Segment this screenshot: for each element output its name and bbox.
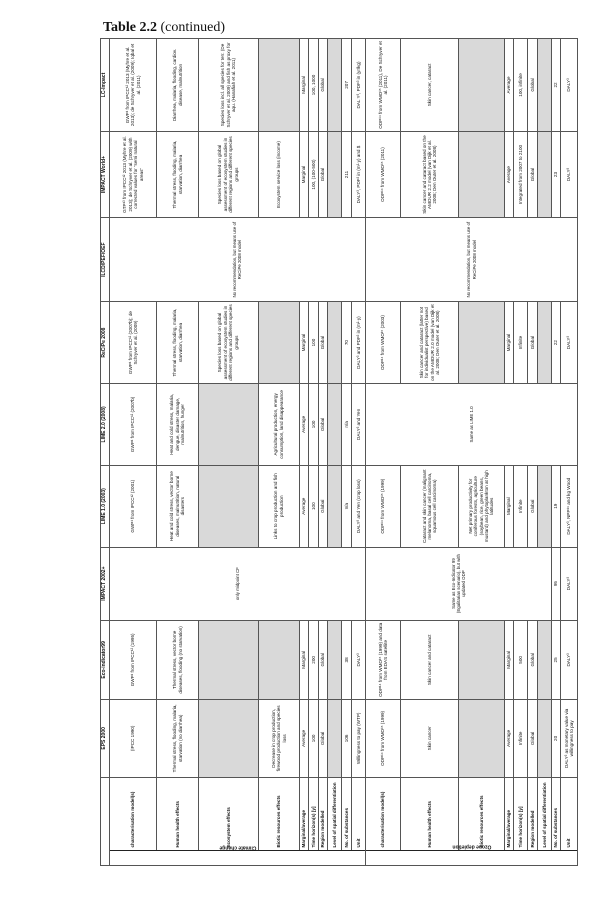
table-cell: 500 — [513, 620, 527, 700]
table-cell: 207 — [342, 39, 351, 132]
table-cell: GTP¹³ from IPCC¹² 2013 (Myhre et al. 2013); de Schryver et al. (2009) with corrected values for "semi natural areas" — [109, 131, 157, 217]
table-row — [366, 39, 401, 866]
table-cell: Marginal — [300, 620, 309, 700]
table-cell: GWP¹ from IPCC¹² (1995) — [109, 620, 157, 700]
table-cell — [327, 383, 341, 465]
table-cell: DALY³ — [351, 620, 365, 700]
table-cell: 23 — [552, 131, 561, 217]
table-caption — [103, 20, 225, 36]
group-label — [109, 844, 365, 865]
table-cell: ODP¹⁴ from WMO¹⁵ (1999) — [366, 465, 401, 547]
table-cell — [327, 131, 341, 217]
table-row — [258, 39, 299, 866]
table-cell: Thermal stress, vector borne diseases, flooding (no starvation) — [157, 620, 198, 700]
table-cell: 100 — [309, 383, 318, 465]
column-header: LIME 1.0 (2003) — [101, 465, 110, 547]
table-cell: (IPCC 1990) — [109, 700, 157, 777]
table-cell: 19 — [552, 465, 561, 547]
table-cell: DALY³ and Yen (crop loss) — [351, 465, 365, 547]
table-cell: Heat and cold stress, vector borne diseases, malnutrition, natural disasters — [157, 465, 198, 547]
table-cell: Global — [318, 131, 327, 217]
table-cell — [258, 302, 299, 384]
table-cell: GWP¹ from IPCC¹² (2007b); de Schryver et al. (2009) — [109, 302, 157, 384]
row-category: Marginal/average — [504, 777, 513, 850]
row-category: Marginal/average — [300, 777, 309, 850]
table-cell: Marginal — [504, 620, 513, 700]
row-category: Unit — [561, 777, 578, 850]
table-cell: Marginal — [300, 302, 309, 384]
table-cell: Infinite — [513, 700, 527, 777]
table-cell: Global — [318, 465, 327, 547]
table-cell: Global — [318, 383, 327, 465]
table-cell: ODP¹⁴ from WMO¹⁵ (2011) — [366, 131, 401, 217]
row-category: Region modelled — [318, 777, 327, 850]
row-category: Time horizon(s) [y] — [513, 777, 527, 850]
table-cell: GWP¹ from IPCC¹² (2001) — [109, 465, 157, 547]
table-cell — [327, 39, 341, 132]
table-row — [342, 39, 351, 866]
table-cell: Average — [300, 700, 309, 777]
column-header: Eco-indicator99 — [101, 620, 110, 700]
table-cell — [459, 700, 504, 777]
table-cell: Global — [528, 131, 537, 217]
table-cell: DALY³, NPP¹⁶ and kg Wood — [561, 465, 578, 547]
merged-note-cell: No recommendation, but means use of ReCiPe 2008 model — [366, 218, 578, 302]
column-header: IMPACT World+ — [101, 131, 110, 217]
table-cell: ODP¹⁴ from WMO¹⁵ (1999) and data from EDAS satellite — [366, 620, 401, 700]
table-cell: ODP¹⁴ from WMO¹⁵ (2011), De Schryver et al. (2011) — [366, 39, 401, 132]
caption-continued: (continued) — [160, 20, 225, 35]
table-cell: Global — [318, 620, 327, 700]
table-row — [309, 39, 318, 866]
column-header: ILCD/PEF/OEF — [101, 218, 110, 302]
column-header: ReCiPe 2008 — [101, 302, 110, 384]
table-cell — [327, 620, 341, 700]
table-cell — [537, 131, 551, 217]
table-cell: DALY³ and Yen — [351, 383, 365, 465]
table-cell — [198, 465, 258, 547]
group-label-text: Ozone depletion — [452, 843, 491, 850]
table-body — [109, 39, 577, 866]
table-row — [327, 39, 341, 866]
table-cell: Willingness to pay (WTP) — [351, 700, 365, 777]
table-cell: Global — [528, 700, 537, 777]
column-header: EPS 2000 — [101, 700, 110, 777]
row-category: characterisation model(s) — [109, 777, 157, 850]
header-row — [101, 39, 110, 866]
table-cell: 106 — [342, 700, 351, 777]
table-cell: Integrated from 2007 to 2100 — [513, 131, 527, 217]
merged-note-cell: No recommendation, but means use of ReCiPe 2008 model — [109, 218, 365, 302]
table-cell — [537, 465, 551, 547]
table-cell: 200 — [309, 620, 318, 700]
column-header: IMPACT 2002+ — [101, 547, 110, 620]
table-cell: Diarrhea, malaria, flooding, cardiov. disease, malnutrition — [157, 39, 198, 132]
table-cell: Marginal — [300, 131, 309, 217]
table-cell — [327, 465, 341, 547]
table-cell: 100 — [309, 700, 318, 777]
column-header: LIME 2.0 (2008) — [101, 383, 110, 465]
row-category: No. of substances — [342, 777, 351, 850]
table-cell: n/a — [342, 465, 351, 547]
merged-note-cell: only midpoint CF — [109, 547, 365, 620]
table-cell: 25 — [552, 620, 561, 700]
row-category: Region modelled — [528, 777, 537, 850]
table-cell: Cataract and skin cancer (malignant melanoma, basal cell carcinoma, squamous cell carcinoma) — [401, 465, 459, 547]
row-category: Level of spatial differentiation — [537, 777, 551, 850]
table-cell: DALY³ — [561, 302, 578, 384]
column-header: LC-Impact — [101, 39, 110, 132]
row-category: Human health effects — [401, 777, 459, 850]
table-cell — [198, 383, 258, 465]
row-category: Time horizon(s) [y] — [309, 777, 318, 850]
table-cell: Decrease in crop production, firewood production and species loss — [258, 700, 299, 777]
column-header — [101, 777, 110, 865]
table-cell — [537, 700, 551, 777]
table-cell: DALY³ and PDF³ in (m²·y) — [351, 302, 365, 384]
table-cell — [198, 620, 258, 700]
table-cell: 211 — [342, 131, 351, 217]
table-cell: Skin cancer and cataract based on the AMOUR 2.2 model (van Dijk et al. 2008; Den Outer et al. 2008) — [401, 131, 459, 217]
row-category: No. of substances — [552, 777, 561, 850]
table-cell — [537, 620, 551, 700]
table-cell: Species loss based on global assessment of ecosystem studies in different regions and different species groups — [198, 131, 258, 217]
table-cell — [459, 131, 504, 217]
row-category: Level of spatial differentiation — [327, 777, 341, 850]
table-cell: Global — [318, 39, 327, 132]
table-cell: 100 — [309, 302, 318, 384]
table-cell: Global — [528, 39, 537, 132]
table-cell: Thermal stress, flooding, malaria, starvation, diarrhea — [157, 302, 198, 384]
table-row — [109, 39, 157, 866]
table-cell: Species loss incl. all species for terr. (De Schryver et al. 2009) and fish as proxy for aqu. (Hanafiah et al. 2011) — [198, 39, 258, 132]
table-cell: ODP¹⁴ from WMO¹⁵ (2003) — [366, 302, 401, 384]
table-cell: Infinite — [513, 465, 527, 547]
merged-note-cell: Same as Eco-Indicator 99 (Egalitarian scenario), but with updated ODP — [366, 547, 552, 620]
table-cell: DALY³, PDF³ in (m²·y) and $ — [351, 131, 365, 217]
table-cell: Average — [504, 700, 513, 777]
table-cell: 100, (100-500) — [309, 131, 318, 217]
table-cell: 22 — [552, 302, 561, 384]
table-cell — [258, 39, 299, 132]
table-cell — [327, 700, 341, 777]
table-cell: Average — [300, 465, 309, 547]
table-cell: Marginal — [300, 39, 309, 132]
table-cell: DAL Y³, PDF³ in (yr/kg) — [351, 39, 365, 132]
table-cell: GWP¹ from IPCC¹² (2007b) — [109, 383, 157, 465]
table-cell: Global — [528, 302, 537, 384]
table-cell: Links to crop production and fish production — [258, 465, 299, 547]
table-cell: Global — [528, 465, 537, 547]
table-cell: ODP¹⁴ from WMO¹⁵ (1999) — [366, 700, 401, 777]
table-cell: Skin cancer and cataract — [401, 620, 459, 700]
rotated-table-canvas — [100, 38, 578, 866]
row-category: Unit — [351, 777, 365, 850]
lcia-methods-table — [100, 38, 578, 866]
table-row — [300, 39, 309, 866]
table-cell: 70 — [342, 302, 351, 384]
table-cell: Global — [528, 620, 537, 700]
table-cell — [459, 620, 504, 700]
table-cell: Ecosystem service loss (income) — [258, 131, 299, 217]
table-cell: 22 — [552, 39, 561, 132]
table-cell: Net primary productivity for coniferous forests, agriculture (soybean, rice, green beans, mustard) and phytoplankton at high latitudes — [459, 465, 504, 547]
row-category: Ecosystem effects — [198, 777, 258, 850]
table-cell: Average — [504, 39, 513, 132]
table-cell: Skin cancer and cataract (latter not for individualist perspective) based on the AMOUR 2.0 model (van Dijk et al. 2008; Den Outer et al. 2008) — [401, 302, 459, 384]
table-cell — [459, 302, 504, 384]
table-cell — [537, 39, 551, 132]
rotated-table-wrapper — [100, 38, 578, 866]
table-cell: DALY³ — [561, 39, 578, 132]
table-cell — [327, 302, 341, 384]
table-cell: Infinite — [513, 302, 527, 384]
table-cell: 38 — [342, 620, 351, 700]
table-cell: Heat and cold stress, malaria, dengue, disaster damage, malnutrition, hunger — [157, 383, 198, 465]
table-cell: DALY³ — [561, 131, 578, 217]
row-category: Biotic resources effects — [459, 777, 504, 850]
table-row — [351, 39, 365, 866]
table-cell — [459, 39, 504, 132]
row-category: Biotic resources effects — [258, 777, 299, 850]
caption-label: Table 2.2 — [103, 20, 157, 35]
table-cell: 100 — [309, 465, 318, 547]
table-cell: Agricultural production, energy consumption, land disappearance — [258, 383, 299, 465]
table-cell: DALY³ — [561, 547, 578, 620]
table-cell: Marginal — [504, 465, 513, 547]
table-cell: Marginal — [504, 302, 513, 384]
table-cell: Species loss based on global assessment of ecosystem studies in different regions and different species groups — [198, 302, 258, 384]
table-cell: 95 — [552, 547, 561, 620]
table-cell: 100, infinite — [513, 39, 527, 132]
merged-note-cell: Same as LIME 1.0 — [366, 383, 578, 465]
table-cell: n/a — [342, 383, 351, 465]
table-cell: Skin cancer, cataract — [401, 39, 459, 132]
table-cell — [537, 302, 551, 384]
table-cell: DALY³ as monetary value via willingness to pay — [561, 700, 578, 777]
table-cell: Global — [318, 302, 327, 384]
table-cell: Average — [504, 131, 513, 217]
table-cell: 100, 1000 — [309, 39, 318, 132]
table-row — [318, 39, 327, 866]
table-cell: 20 — [552, 700, 561, 777]
table-row — [198, 39, 258, 866]
table-cell — [198, 700, 258, 777]
group-label-text: Climate change — [219, 844, 256, 851]
table-cell: Skin cancer — [401, 700, 459, 777]
table-cell: Thermal stress, flooding, malaria, starvation, diarrhea — [157, 131, 198, 217]
table-cell: Global — [318, 700, 327, 777]
row-category: Human health effects — [157, 777, 198, 850]
table-cell: Thermal stress, flooding, malaria, starvation (no diarrhea) — [157, 700, 198, 777]
table-cell: Average — [300, 383, 309, 465]
table-cell — [258, 620, 299, 700]
table-row — [157, 39, 198, 866]
row-category: characterisation model(s) — [366, 777, 401, 850]
table-cell: GWP¹ from IPCC¹² 2013 (Myhre et al. 2013); de Schryver et al. (2009); Iqbal et al. (2011) — [109, 39, 157, 132]
table-cell: DALY³ — [561, 620, 578, 700]
